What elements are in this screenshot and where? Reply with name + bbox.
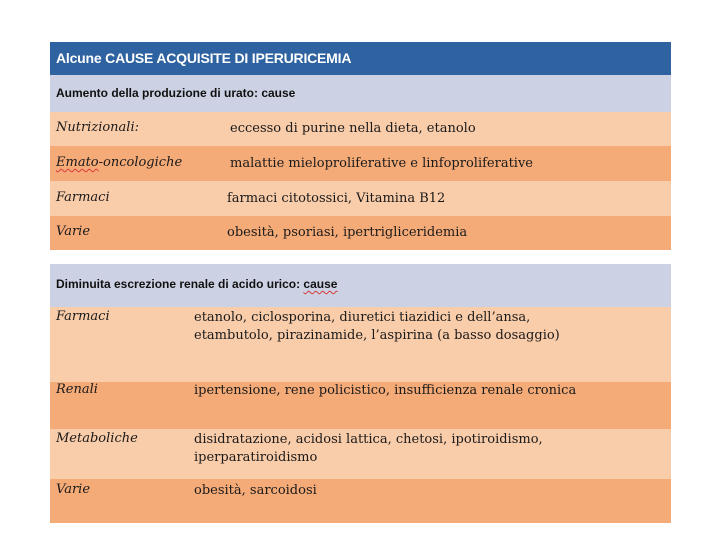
row-value: eccesso di purine nella dieta, etanolo (230, 121, 476, 136)
table-row (50, 181, 671, 216)
table-row (50, 307, 671, 382)
row-value: obesità, sarcoidosi (194, 483, 317, 498)
table-excretion-causes (50, 264, 671, 523)
table-row (50, 429, 671, 479)
row-category: Farmaci (56, 190, 110, 205)
row-value: obesità, psoriasi, ipertrigliceridemia (227, 225, 468, 240)
table-row (50, 216, 671, 250)
table-title: Alcune CAUSE ACQUISITE DI IPERURICEMIA (50, 42, 671, 75)
row-value-line: etambutolo, pirazinamide, l’aspirina (a basso dosaggio) (194, 328, 560, 343)
row-value: malattie mieloproliferative e linfoproliferative (230, 156, 533, 171)
row-value-line: iperparatiroidismo (194, 450, 318, 465)
row-category: Varie (56, 224, 91, 239)
table-row (50, 146, 671, 181)
section-header: Aumento della produzione di urato: cause (50, 75, 671, 112)
row-category: Farmaci (56, 309, 110, 324)
table-production-causes (50, 42, 671, 250)
row-category: Metaboliche (56, 431, 138, 446)
row-category: Renali (56, 382, 98, 397)
row-category: Varie (56, 482, 91, 497)
table-row (50, 479, 671, 523)
row-value-line: disidratazione, acidosi lattica, chetosi, ipotiroidismo, (194, 432, 543, 447)
row-value-line: etanolo, ciclosporina, diuretici tiazidici e dell’ansa, (194, 310, 531, 325)
row-value: farmaci citotossici, Vitamina B12 (227, 191, 446, 206)
table-row (50, 382, 671, 429)
section-header: Diminuita escrezione renale di acido urico: cause (50, 264, 671, 307)
row-category: Emato-oncologiche (56, 155, 183, 170)
row-category: Nutrizionali: (56, 120, 139, 135)
table-row (50, 112, 671, 146)
row-value: ipertensione, rene policistico, insufficienza renale cronica (194, 383, 577, 398)
